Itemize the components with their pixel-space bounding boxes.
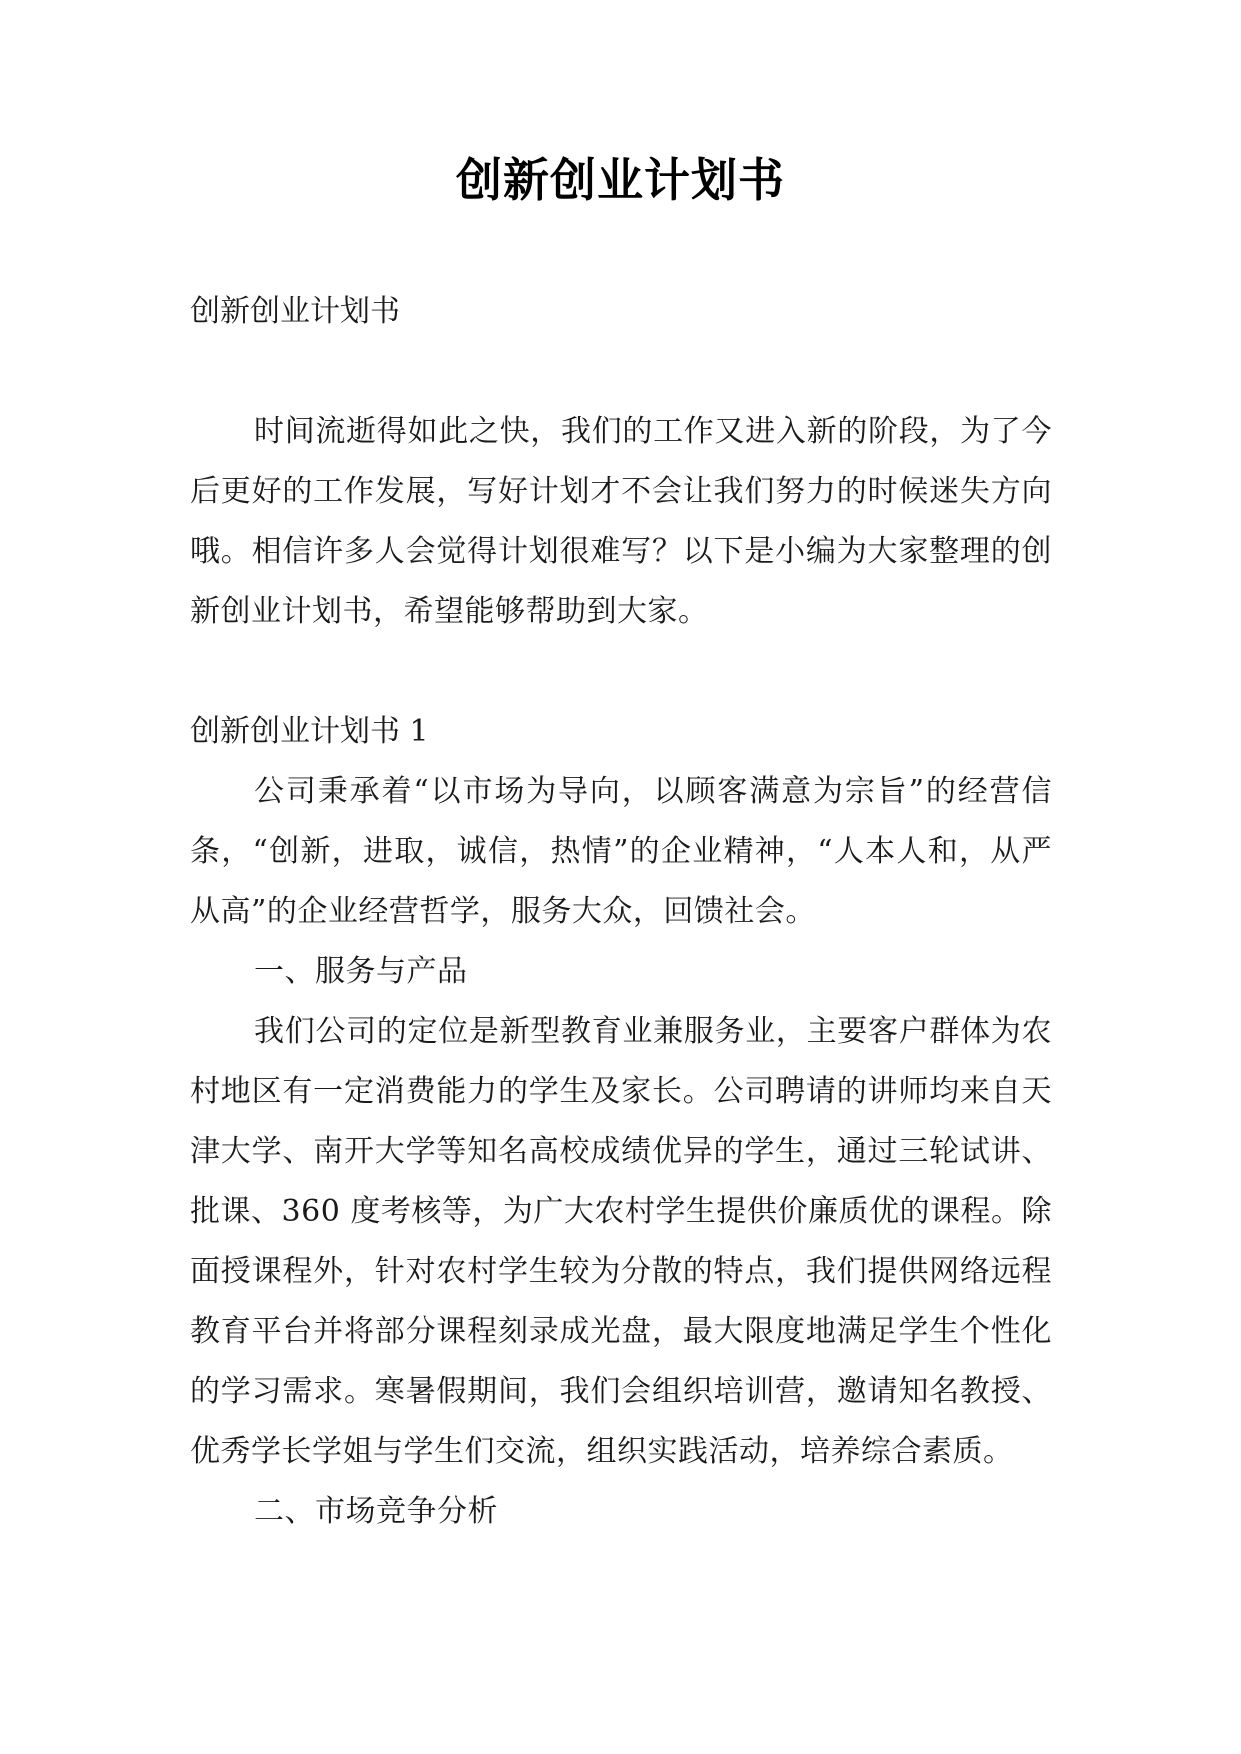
section-title: 创新创业计划书 1 [190, 714, 429, 749]
section-paragraph: 公司秉承着“以市场为导向，以顾客满意为宗旨”的经营信条，“创新，进取，诚信，热情”的企业精神，“人本人和，从严从高”的企业经营哲学，服务大众，回馈社会。 [190, 774, 1052, 929]
intro-paragraph: 时间流逝得如此之快，我们的工作又进入新的阶段，为了今后更好的工作发展，写好计划才不会让我们努力的时候迷失方向哦。相信许多人会觉得计划很难写？以下是小编为大家整理的创新创业计划书，希望能够帮助到大家。 [190, 414, 1052, 629]
spacer [190, 342, 1052, 402]
document-body [190, 282, 1052, 1542]
section-heading-1: 一、服务与产品 [254, 954, 468, 989]
section-heading-2: 二、市场竞争分析 [254, 1494, 498, 1529]
section-paragraph: 我们公司的定位是新型教育业兼服务业，主要客户群体为农村地区有一定消费能力的学生及家长。公司聘请的讲师均来自天津大学、南开大学等知名高校成绩优异的学生，通过三轮试讲、批课、360 度考核等，为广大农村学生提供价廉质优的课程。除面授课程外，针对农村学生较为分散的特点，我们提供网络远程教育平台并将部分课程刻录成光盘，最大限度地满足学生个性化的学习需求。寒暑假期间，我们会组织培训营，邀请知名教授、优秀学长学姐与学生们交流，组织实践活动，培养综合素质。 [190, 1014, 1052, 1469]
spacer [190, 642, 1052, 702]
page-title: 创新创业计划书 [456, 153, 785, 207]
document-subtitle: 创新创业计划书 [190, 294, 400, 329]
